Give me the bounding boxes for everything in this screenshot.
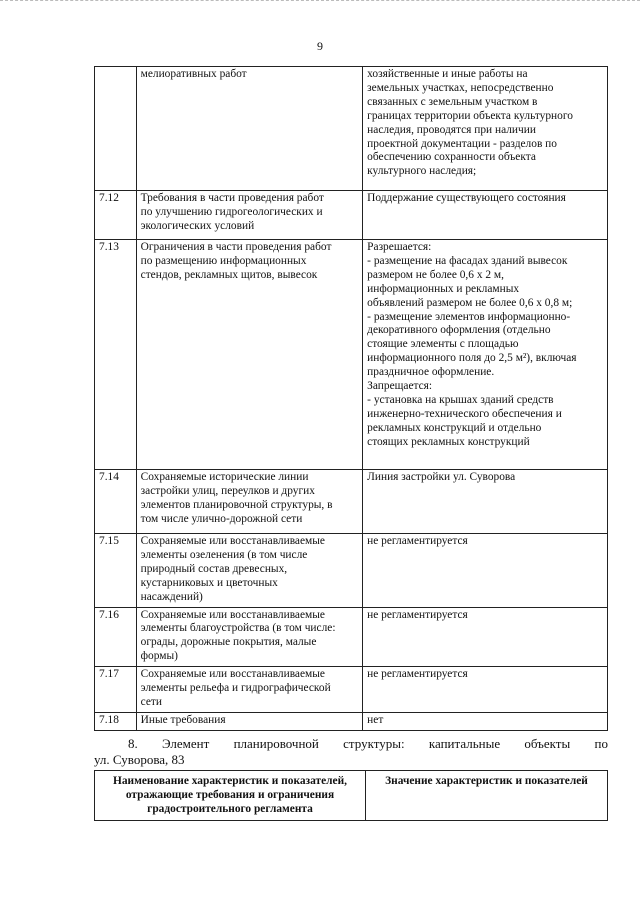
requirement-name-line: стендов, рекламных щитов, вывесок bbox=[140, 268, 318, 281]
requirement-name-line: Ограничения в части проведения работ bbox=[140, 241, 332, 253]
requirement-value-line: связанных с земельным участком в bbox=[367, 95, 538, 108]
requirement-value-line: - размещение на фасадах зданий вывесок bbox=[367, 254, 568, 267]
requirement-name-line: Сохраняемые исторические линии bbox=[140, 471, 309, 483]
requirement-name-line: мелиоративных работ bbox=[140, 68, 247, 80]
requirement-value-line: земельных участках, непосредственно bbox=[367, 81, 554, 94]
requirement-name-line: Иные требования bbox=[140, 713, 226, 726]
header-characteristics-value: Значение характеристик и показателей bbox=[366, 771, 608, 821]
table-row bbox=[95, 191, 608, 240]
header-characteristics-name: Наименование характеристик и показателей, отражающие требования и ограничения градостроительного регламента bbox=[95, 771, 366, 821]
section-8-word: объекты bbox=[524, 736, 571, 751]
requirement-value-line: стоящие элементы с площадью bbox=[367, 338, 519, 351]
requirement-value-line: проектной документации - разделов по bbox=[367, 137, 557, 150]
table-row bbox=[95, 470, 608, 534]
requirement-value-line: не регламентируется bbox=[367, 668, 468, 681]
table-row bbox=[95, 240, 608, 470]
section-8-word: Элемент bbox=[162, 736, 210, 751]
requirement-value-line: обеспечению сохранности объекта bbox=[367, 151, 536, 164]
row-number: 7.16 bbox=[95, 607, 137, 667]
section-8-heading-line-2: ул. Суворова, 83 bbox=[94, 752, 185, 767]
row-number: 7.13 bbox=[95, 240, 137, 470]
requirement-value-line: не регламентируется bbox=[367, 608, 468, 621]
requirement-name-line: элементов планировочной структуры, в bbox=[140, 498, 333, 511]
table-row bbox=[95, 67, 608, 191]
requirement-value-line: культурного наследия; bbox=[367, 165, 477, 178]
requirement-value-line: размером не более 0,6 х 2 м, bbox=[367, 268, 504, 281]
requirement-value-line: рекламных конструкций и отдельно bbox=[367, 421, 542, 434]
requirement-name-line: сети bbox=[140, 695, 162, 708]
requirement-value-line: объявлений размером не более 0,6 х 0,8 м; bbox=[367, 296, 573, 309]
requirement-name-line: Сохраняемые или восстанавливаемые bbox=[140, 535, 325, 547]
requirement-name-line: формы) bbox=[140, 650, 178, 663]
requirement-value bbox=[363, 667, 608, 713]
requirement-name-line: по размещению информационных bbox=[140, 254, 307, 267]
requirement-name-line: природный состав древесных, bbox=[140, 562, 288, 575]
requirement-name-line: Сохраняемые или восстанавливаемые bbox=[140, 608, 325, 621]
requirement-name-line: элементы рельефа и гидрографической bbox=[140, 682, 331, 695]
requirement-name bbox=[136, 67, 363, 191]
requirement-value bbox=[363, 534, 608, 608]
requirement-name-line: насаждений) bbox=[140, 590, 203, 603]
requirement-name bbox=[136, 534, 363, 608]
requirement-name bbox=[136, 607, 363, 667]
row-number: 7.12 bbox=[95, 191, 137, 240]
requirement-value-line: наследия, проводятся при наличии bbox=[367, 123, 536, 136]
requirement-value-line: Запрещается: bbox=[367, 380, 433, 393]
requirement-value bbox=[363, 607, 608, 667]
row-number bbox=[95, 67, 137, 191]
regulations-table-body bbox=[95, 67, 608, 731]
requirement-value-line: Линия застройки ул. Суворова bbox=[367, 471, 516, 483]
requirement-value-line: информационных и рекламных bbox=[367, 282, 520, 295]
row-number: 7.15 bbox=[95, 534, 137, 608]
requirement-name-line: экологических условий bbox=[140, 219, 255, 232]
requirement-name-line: элементы благоустройства (в том числе: bbox=[140, 622, 336, 635]
requirement-name-line: застройки улиц, переулков и других bbox=[140, 484, 315, 497]
requirement-value-line: стоящих рекламных конструкций bbox=[367, 435, 530, 448]
requirement-name bbox=[136, 240, 363, 470]
section-8-table-header-row bbox=[95, 771, 608, 821]
requirement-name-line: том числе улично-дорожной сети bbox=[140, 512, 303, 525]
requirement-value bbox=[363, 191, 608, 240]
row-number: 7.18 bbox=[95, 712, 137, 730]
requirement-name bbox=[136, 712, 363, 730]
requirement-value-line: хозяйственные и иные работы на bbox=[367, 68, 528, 80]
section-8-heading bbox=[94, 736, 608, 768]
requirement-value bbox=[363, 240, 608, 470]
requirement-value-line: - установка на крышах зданий средств bbox=[367, 393, 554, 406]
scan-edge bbox=[0, 0, 640, 6]
requirement-name-line: по улучшению гидрогеологических и bbox=[140, 205, 323, 218]
requirement-value bbox=[363, 470, 608, 534]
section-8-word: капитальные bbox=[428, 736, 501, 751]
page-number: 9 bbox=[317, 39, 323, 53]
requirement-value-line: праздничное оформление. bbox=[367, 366, 495, 379]
row-number: 7.17 bbox=[95, 667, 137, 713]
requirement-name-line: Сохраняемые или восстанавливаемые bbox=[140, 668, 325, 681]
requirement-value bbox=[363, 67, 608, 191]
requirement-value-line: декоративного оформления (отдельно bbox=[367, 324, 551, 337]
requirement-value-line: - размещение элементов информационно- bbox=[367, 310, 571, 323]
requirement-name-line: Требования в части проведения работ bbox=[140, 192, 324, 204]
requirement-name-line: элементы озеленения (в том числе bbox=[140, 548, 308, 561]
requirement-value-line: Разрешается: bbox=[367, 241, 432, 253]
requirement-name bbox=[136, 191, 363, 240]
requirement-value-line: информационного поля до 2,5 м²), включая bbox=[367, 352, 577, 365]
table-row bbox=[95, 607, 608, 667]
table-row bbox=[95, 667, 608, 713]
requirement-value bbox=[363, 712, 608, 730]
section-8-word: структуры: bbox=[343, 736, 405, 751]
requirement-value-line: границах территории объекта культурного bbox=[367, 109, 573, 122]
section-8-word: 8. bbox=[128, 736, 138, 751]
row-number: 7.14 bbox=[95, 470, 137, 534]
section-8-word: по bbox=[594, 736, 608, 751]
requirement-name-line: кустарниковых и цветочных bbox=[140, 576, 278, 589]
regulations-table bbox=[94, 66, 608, 731]
table-row bbox=[95, 534, 608, 608]
requirement-value-line: нет bbox=[367, 713, 384, 726]
requirement-name bbox=[136, 667, 363, 713]
requirement-value-line: Поддержание существующего состояния bbox=[367, 192, 566, 204]
section-8-table bbox=[94, 770, 608, 821]
section-8-word: планировочной bbox=[233, 736, 319, 751]
table-row bbox=[95, 712, 608, 730]
section-8-heading-line-1 bbox=[94, 736, 608, 752]
requirement-name-line: ограды, дорожные покрытия, малые bbox=[140, 636, 317, 649]
requirement-value-line: не регламентируется bbox=[367, 535, 468, 547]
requirement-value-line: инженерно-технического обеспечения и bbox=[367, 407, 562, 420]
requirement-name bbox=[136, 470, 363, 534]
